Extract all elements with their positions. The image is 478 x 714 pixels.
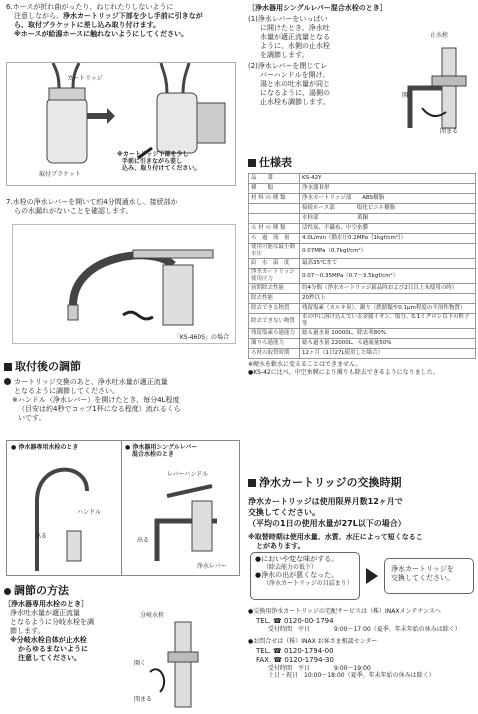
step-1-line-b: に開けたとき、浄水吐 <box>260 24 330 32</box>
box-2-title-line-1: ● 浄水器用シングルレバー <box>125 444 198 451</box>
box-2-title <box>125 444 197 458</box>
replace-bold-1: 浄水カートリッジは使用限界月数12ヶ月で <box>248 497 403 506</box>
contact-hours-1: 受付時間 平日 9:00～17:00（夏季、年末年始の休みは除く） <box>268 626 461 633</box>
label-stop-valve: 止水栓 <box>430 32 449 39</box>
square-bullet-icon <box>248 159 256 167</box>
spec-value: 約4分間（浄水カートリッジ新品時および2日以上未使用の時） <box>300 284 476 294</box>
faucet-drawing <box>13 225 235 343</box>
spec-key: 品 番 <box>249 174 300 184</box>
replace-note-2: とがあります。 <box>256 542 305 550</box>
spec-row <box>249 214 476 224</box>
step-6-text-2b: 浄水カートリッジ下部を少し手前に引きなが <box>63 12 203 20</box>
spec-row <box>249 269 476 284</box>
step-2-line-b: バーハンドルを開け、 <box>260 71 330 79</box>
step-1-line-d: ように、水側の止水栓 <box>260 42 330 50</box>
stop-valve-drawing <box>402 28 474 148</box>
single-lever-step-1 <box>248 15 398 60</box>
single-lever-title: ［浄水器用シングルレバー混合水栓のとき］ <box>248 4 387 12</box>
spec-table <box>248 173 476 359</box>
branch-valve-illustration <box>130 612 238 710</box>
replace-note-1: ※取替時期は使用水量、水質、水圧によって短くなるこ <box>248 533 423 541</box>
spec-key: 除去できる物質 <box>249 304 300 314</box>
step-6-note: ※ホースが給湯ホースに触れないようにしてください。 <box>14 30 189 38</box>
step-7-text-2: らの水漏れがないことを確認します。 <box>14 207 133 215</box>
step-1-index: (1) <box>248 15 258 23</box>
adjust-drawings <box>7 441 239 575</box>
spec-row <box>249 284 476 294</box>
method-text-3: 節します。 <box>10 627 45 635</box>
spec-row <box>249 184 476 194</box>
label-open: 開く <box>134 660 147 667</box>
spec-value: 最高35℃まで <box>300 259 476 269</box>
spec-key: ろ 過 流 量 <box>249 234 300 244</box>
spec-row <box>249 244 476 259</box>
spec-row <box>249 349 476 359</box>
spec-value: 0.07MPa（0.7kgf/cm²） <box>300 244 476 259</box>
spec-value: 活性炭、不織布、中空糸膜 <box>300 224 476 234</box>
label-close-right: 閉まる <box>440 128 459 135</box>
label-close: 閉まる <box>134 696 153 703</box>
adjust-heading: 取付後の調節 <box>15 360 81 373</box>
spec-value: 4.0L/min（動水圧0.1MPa｛1kgf/cm²｝） <box>300 234 476 244</box>
label-handle: ハンドル <box>77 509 102 516</box>
contact-fax-2: FAX. ☎ 0120-1794-30 <box>256 656 334 664</box>
arrow-right-icon <box>366 568 378 584</box>
action-line-2: 交換してください。 <box>391 574 454 582</box>
label-out-2: 出る <box>137 537 150 544</box>
dot-bullet-icon <box>4 378 11 385</box>
symptoms-box <box>250 552 360 600</box>
step-1-line-c: 水量が適正流量となる <box>260 33 330 41</box>
method-heading: 調節の方法 <box>14 584 69 597</box>
spec-key: 種 類 <box>249 184 300 194</box>
step-1-line-e: を調節します。 <box>260 51 309 59</box>
step-2-line-e: 止水栓も調節します。 <box>260 98 330 106</box>
spec-value: 0.07～0.35MPa（0.7～3.5kgf/cm²） <box>300 269 476 284</box>
square-bullet-icon <box>4 363 12 371</box>
step-6-text-2a: 注意しながら、 <box>14 12 63 20</box>
step-7-text-1: 水栓の浄水レバーを開いて約4分間通水し、接続部か <box>12 198 178 206</box>
square-bullet-icon <box>248 479 256 487</box>
spec-value: 12ヶ月（1日27L使用した場合） <box>300 349 476 359</box>
spec-key: 濁りろ過能力 <box>249 339 300 349</box>
symptom-1-sub: （除去能力の低下） <box>263 564 318 571</box>
method-note-2: からゆるまないように <box>18 645 88 653</box>
symptom-2: ●浄水の出が悪くなった。 <box>255 571 339 579</box>
step-6-number: 6. <box>6 3 13 11</box>
box-2-title-line-2: 混合水栓のとき <box>132 451 175 458</box>
step-7-illustration <box>12 224 236 344</box>
spec-row <box>249 304 476 314</box>
spec-key: 浄水カートリッジ使用圧力 <box>249 269 300 284</box>
spec-row <box>249 314 476 329</box>
spec-key: ろ材の取替時期 <box>249 349 300 359</box>
spec-section <box>248 156 478 376</box>
contact-hours-2a: 受付時間 平日 9:00～19:00 <box>268 665 371 672</box>
spec-value: 総ろ過水量 22000L、ろ過流量50% <box>300 339 476 349</box>
contact-line-1: ●交換用浄水カートリッジの宅配サービスは（株）INAXメンテナンスへ <box>248 608 441 615</box>
adjust-bullet-1: カートリッジ交換のあと、浄水吐水量が適正流量 <box>14 378 168 386</box>
method-sub: ［浄水器専用水栓のとき］ <box>4 600 88 608</box>
callout-pull-cartridge <box>117 151 200 172</box>
replace-bold-2: 交換してください。 <box>248 508 320 517</box>
label-out-1: 出る <box>35 533 48 540</box>
label-lever-handle: レバーハンドル <box>167 471 209 478</box>
step-2-line-a: 浄水レバーを閉じてレ <box>257 62 328 70</box>
spec-note-1: ※硬水を軟水に変えることはできません。 <box>248 361 362 368</box>
spec-row <box>249 234 476 244</box>
action-line-1: 浄水カートリッジを <box>391 565 454 573</box>
method-note-3: 注意してください。 <box>18 654 81 662</box>
spec-value: 総ろ過水量 10000L、除去率80% <box>300 329 476 339</box>
label-bracket: 取付ブラケット <box>39 171 81 178</box>
callout-line-1: ※カートリッジ下部を少し <box>117 151 189 158</box>
replace-section <box>248 476 478 587</box>
box-1-title: ● 浄水器専用水栓のとき <box>11 444 79 451</box>
spec-value: 接続ホース部 塩化ビニル樹脂 <box>300 204 476 214</box>
dot-bullet-icon <box>4 588 11 595</box>
spec-key: 初期除去性能 <box>249 284 300 294</box>
spec-key: 除去性能 <box>249 294 300 304</box>
spec-row <box>249 204 476 214</box>
label-purifier-lever: 浄水レバー <box>197 563 227 570</box>
spec-row <box>249 174 476 184</box>
step-2-index: (2) <box>248 62 258 70</box>
step-6-text-3: ら、取付ブラケットに差し込み取り付けます。 <box>14 21 161 29</box>
adjust-bullet-1b: となるように調節してください。 <box>14 387 119 395</box>
adjust-note-1: ※ハンドル（浄水レバー）を開けたとき、毎分4L程度 <box>12 396 180 404</box>
spec-key: 除去できない物質 <box>249 314 300 329</box>
adjust-illustration-box <box>6 440 240 576</box>
spec-key <box>249 214 300 224</box>
step-6-illustration <box>6 62 236 186</box>
spec-key: 使用可能な最小動水圧 <box>249 244 300 259</box>
contact-section <box>248 608 478 679</box>
step-6-text-1: ホースが折れ曲がったり、ねじれたりしないように <box>12 3 174 11</box>
label-branch-valve: 分岐水栓 <box>140 612 165 619</box>
spec-row <box>249 259 476 269</box>
spec-key <box>249 204 300 214</box>
spec-value: 残留塩素（カルキ臭）、濁り（鉄錆類や0.1μm程度の不溶性物質） <box>300 304 476 314</box>
spec-key: 材 料 の 種 類 <box>249 194 300 204</box>
step-7-number: 7. <box>6 198 13 206</box>
model-caption: 「KS-460S」の場合 <box>173 334 229 341</box>
step-2-line-c: 湯と水の吐水量が同じ <box>260 80 330 88</box>
spec-row <box>249 294 476 304</box>
replace-bold-3: （平均の1日の使用水量が27L以下の場合） <box>248 519 406 528</box>
spec-row <box>249 339 476 349</box>
replace-heading: 浄水カートリッジの交換時期 <box>259 476 402 489</box>
label-open-right: 開く <box>402 92 415 99</box>
contact-hours-2b: 土日・祝日 10:00～18:00（夏季、年末年始の休みは除く） <box>268 672 435 679</box>
adjust-note-2: （目安は約4秒でコップ1杯になる程度）流れるくら <box>18 405 181 413</box>
step-7 <box>6 198 238 216</box>
spec-value: 浄水カートリッジ部 ABS樹脂 <box>300 194 476 204</box>
step-6 <box>6 3 238 39</box>
spec-key: ろ 材 の 種 類 <box>249 224 300 234</box>
contact-tel-2: TEL. ☎ 0120-1794-00 <box>256 647 334 655</box>
method-text-2: となるように分岐水栓を調 <box>10 618 94 626</box>
step-1-line-a: 浄水レバーをいっぱい <box>257 15 328 23</box>
spec-value: 水栓部 黄銅 <box>300 214 476 224</box>
symptom-2-sub: （浄水カートリッジの目詰まり） <box>263 580 353 587</box>
spec-key: 給 水 温 度 <box>249 259 300 269</box>
spec-value: KS-42Y <box>300 174 476 184</box>
contact-line-2: ●お問合せは（株）INAX お客さま相談センター <box>248 638 378 645</box>
spec-value: 浄水器Ｂ形 <box>300 184 476 194</box>
spec-key: 残留塩素ろ過能力 <box>249 329 300 339</box>
spec-row <box>249 194 476 204</box>
label-cartridge: カートリッジ <box>67 75 103 82</box>
spec-value: 水の中に溶け込んでいる金属イオン、塩分、0.1ミクロン以下の粒子等 <box>300 314 476 329</box>
single-lever-step-2 <box>248 62 398 107</box>
spec-heading: 仕様表 <box>259 156 292 169</box>
stop-valve-illustration <box>402 28 474 148</box>
symptom-1: ●においや変な味がする。 <box>255 555 339 563</box>
spec-value: 20秒以上 <box>300 294 476 304</box>
spec-row <box>249 224 476 234</box>
adjust-note-3: いです。 <box>18 414 46 422</box>
action-box <box>384 558 474 594</box>
method-text-1: 浄水吐水量が適正流量 <box>10 609 80 617</box>
step-2-line-d: になるように、湯側の <box>260 89 330 97</box>
callout-line-3: 込み、取り付けてください。 <box>122 165 201 172</box>
method-note-1: ※分岐水栓自体が止水栓 <box>10 636 87 644</box>
adjust-section <box>4 360 240 423</box>
contact-tel-1: TEL. ☎ 0120-00-1794 <box>256 617 334 625</box>
spec-note-2: ●KS-42に比べ、中空糸膜により濁りも除去できるようになりました。 <box>248 369 439 376</box>
callout-line-2: 手前に引きながら差し <box>122 158 183 165</box>
spec-row <box>249 329 476 339</box>
